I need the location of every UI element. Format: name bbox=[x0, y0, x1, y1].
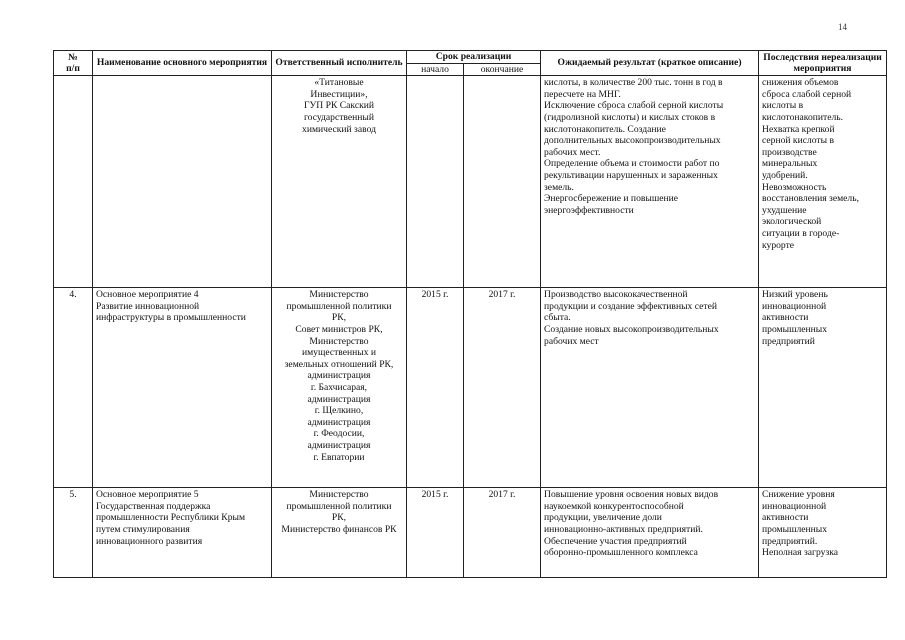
cell-line: кислотонакопитель. Создание bbox=[544, 123, 666, 135]
cell-line: Повышение уровня освоения новых видов bbox=[544, 489, 719, 501]
cell-line: кислоты, в количестве 200 тыс. тонн в год в bbox=[544, 77, 723, 89]
table-row bbox=[54, 76, 887, 288]
cell-line: серной кислоты в bbox=[762, 135, 834, 147]
header-result: Ожидаемый результат (краткое описание) bbox=[541, 51, 759, 76]
cell-line: сбыта. bbox=[544, 312, 571, 324]
cell-line: промышленной политики bbox=[286, 300, 392, 312]
cell-line: Создание новых высокопроизводительных bbox=[544, 323, 719, 335]
cell-start: 2015 г. bbox=[407, 488, 464, 578]
cell-line: инфраструктуры в промышленности bbox=[96, 312, 246, 324]
cell-end: 2017 г. bbox=[464, 488, 541, 578]
cell-line: г. Евпатории bbox=[313, 451, 365, 463]
cell-line: энергоэффективности bbox=[544, 204, 634, 216]
cell-line: Основное мероприятие 4 bbox=[96, 289, 199, 301]
cell-line: пересчете на МНГ. bbox=[544, 88, 621, 100]
cell-line: г. Феодосии, bbox=[313, 428, 365, 440]
cell-line: минеральных bbox=[762, 158, 818, 170]
cell-line: промышленной политики bbox=[286, 500, 392, 512]
cell-line: активности bbox=[762, 512, 809, 524]
cell-num bbox=[54, 76, 93, 288]
cell-line: Энергосбережение и повышение bbox=[544, 193, 679, 205]
cell-line: администрация bbox=[307, 416, 371, 428]
table-row bbox=[54, 288, 887, 488]
cell-line: Обеспечение участия предприятий bbox=[544, 535, 687, 547]
cell-line: Министерство bbox=[309, 289, 369, 301]
cell-line: предприятий. bbox=[762, 535, 818, 547]
cell-line: ухудшение bbox=[762, 204, 807, 216]
cell-line: кислотонакопитель. bbox=[762, 111, 844, 123]
header-end: окончание bbox=[464, 63, 541, 76]
cell-line: РК, bbox=[331, 312, 347, 324]
cell-line: земельных отношений РК, bbox=[284, 358, 394, 370]
cell-end: 2017 г. bbox=[464, 288, 541, 488]
cell-name bbox=[93, 488, 272, 578]
cell-name bbox=[93, 76, 272, 288]
cell-line: земель. bbox=[544, 181, 574, 193]
cell-line: Исключение сброса слабой серной кислоты bbox=[544, 100, 724, 112]
table-row bbox=[54, 488, 887, 578]
cell-line: инновационной bbox=[762, 500, 827, 512]
cell-line: ситуации в городе- bbox=[762, 227, 840, 239]
cell-line: г. Бахчисарая, bbox=[310, 381, 368, 393]
cell-line: РК, bbox=[331, 512, 347, 524]
cell-line: оборонно-промышленного комплекса bbox=[544, 547, 698, 559]
cell-line: путем стимулирования bbox=[96, 523, 190, 535]
cell-line: ГУП РК Сакский bbox=[303, 100, 375, 112]
header-num: № п/п bbox=[54, 51, 93, 76]
cell-consequences bbox=[759, 488, 887, 578]
cell-line: кислоты в bbox=[762, 100, 804, 112]
cell-line: Развитие инновационной bbox=[96, 300, 200, 312]
cell-line: промышленности Республики Крым bbox=[96, 512, 246, 524]
cell-line: Нехватка крепкой bbox=[762, 123, 835, 135]
cell-start bbox=[407, 76, 464, 288]
cell-result bbox=[541, 288, 759, 488]
cell-line: курорте bbox=[762, 239, 795, 251]
cell-line: химический завод bbox=[302, 123, 376, 135]
cell-num: 5. bbox=[54, 488, 93, 578]
cell-line: восстановления земель, bbox=[762, 193, 859, 205]
cell-line: Производство высококачественной bbox=[544, 289, 688, 301]
cell-line: Низкий уровень bbox=[762, 289, 828, 301]
cell-num: 4. bbox=[54, 288, 93, 488]
cell-line: инновационно-активных предприятий. bbox=[544, 523, 703, 535]
cell-line: рекультивации нарушенных и зараженных bbox=[544, 169, 718, 181]
cell-line: «Титановые bbox=[314, 77, 364, 89]
cell-line: продукции и создание эффективных сетей bbox=[544, 300, 717, 312]
cell-line: инновационного развития bbox=[96, 535, 203, 547]
header-executor: Ответственный исполнитель bbox=[272, 51, 407, 76]
cell-name bbox=[93, 288, 272, 488]
cell-consequences bbox=[759, 76, 887, 288]
cell-line: дополнительных высокопроизводительных bbox=[544, 135, 721, 147]
cell-line: имущественных и bbox=[301, 347, 377, 359]
cell-end bbox=[464, 76, 541, 288]
header-name: Наименование основного мероприятия bbox=[93, 51, 272, 76]
cell-line: администрация bbox=[307, 370, 371, 382]
page-number: 14 bbox=[838, 22, 847, 32]
cell-line: снижения объемов bbox=[762, 77, 839, 89]
cell-line: сброса слабой серной bbox=[762, 88, 852, 100]
header-row-1 bbox=[54, 51, 887, 64]
cell-line: промышленных bbox=[762, 323, 828, 335]
cell-result bbox=[541, 488, 759, 578]
cell-line: промышленных bbox=[762, 523, 828, 535]
cell-line: Министерство bbox=[309, 335, 369, 347]
cell-line: предприятий bbox=[762, 335, 815, 347]
cell-line: Инвестиции», bbox=[310, 88, 368, 100]
cell-line: г. Щелкино, bbox=[314, 405, 364, 417]
cell-line: Министерство bbox=[309, 489, 369, 501]
cell-line: продукции, увеличение доли bbox=[544, 512, 662, 524]
cell-line: Неполная загрузка bbox=[762, 547, 839, 559]
cell-line: экологической bbox=[762, 216, 822, 228]
cell-result bbox=[541, 76, 759, 288]
cell-line: производстве bbox=[762, 146, 817, 158]
cell-line: Совет министров РК, bbox=[295, 323, 383, 335]
cell-executor bbox=[272, 288, 407, 488]
cell-line: рабочих мест. bbox=[544, 146, 601, 158]
cell-line: администрация bbox=[307, 393, 371, 405]
cell-executor bbox=[272, 488, 407, 578]
cell-consequences bbox=[759, 288, 887, 488]
cell-line: Невозможность bbox=[762, 181, 827, 193]
cell-line: Государственная поддержка bbox=[96, 500, 211, 512]
header-consequences: Последствия нереализации мероприятия bbox=[759, 51, 887, 76]
cell-line: Определение объема и стоимости работ по bbox=[544, 158, 720, 170]
cell-line: Снижение уровня bbox=[762, 489, 835, 501]
cell-line: инновационной bbox=[762, 300, 827, 312]
cell-line: государственный bbox=[303, 111, 375, 123]
cell-line: удобрений. bbox=[762, 169, 808, 181]
cell-executor bbox=[272, 76, 407, 288]
cell-line: (гидролизной кислоты) и кислых стоков в bbox=[544, 111, 716, 123]
cell-start: 2015 г. bbox=[407, 288, 464, 488]
cell-line: администрация bbox=[307, 439, 371, 451]
program-activities-table bbox=[53, 50, 887, 578]
cell-line: рабочих мест bbox=[544, 335, 599, 347]
header-period: Срок реализации bbox=[407, 51, 541, 64]
cell-line: Министерство финансов РК bbox=[281, 523, 397, 535]
cell-line: Основное мероприятие 5 bbox=[96, 489, 199, 501]
header-start: начало bbox=[407, 63, 464, 76]
cell-line: наукоемкой конкурентоспособной bbox=[544, 500, 684, 512]
cell-line: активности bbox=[762, 312, 809, 324]
